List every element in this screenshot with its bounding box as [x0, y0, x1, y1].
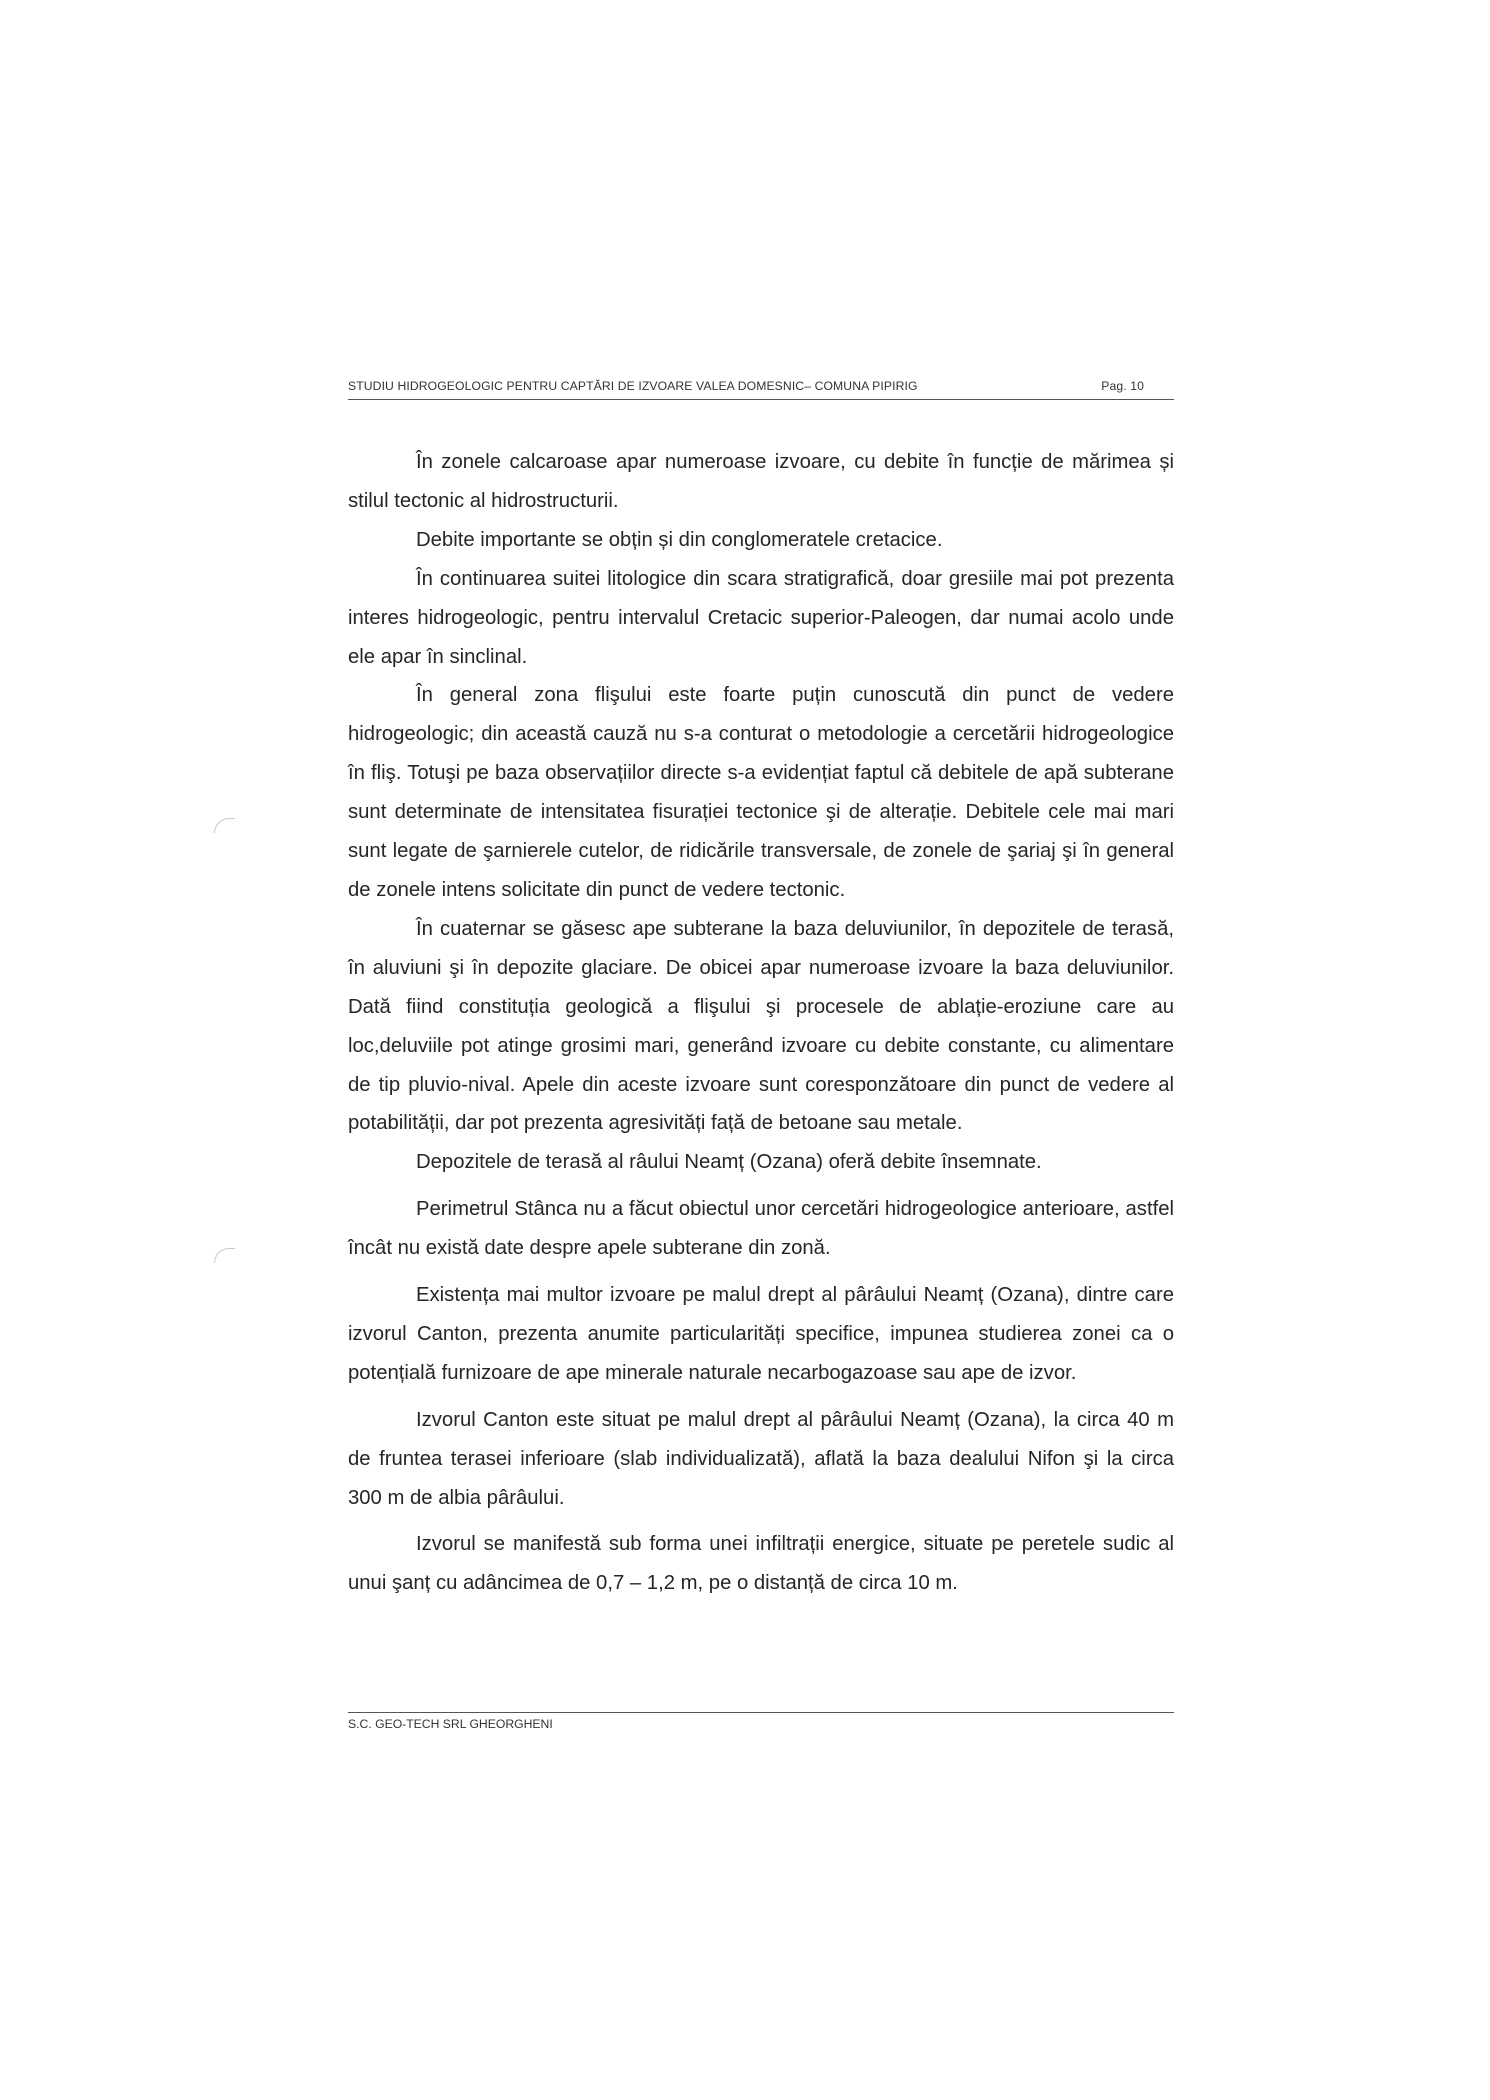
paragraph: Existența mai multor izvoare pe malul drept al pârâului Neamț (Ozana), dintre care izvorul Canton, prezenta anumite particularități specifice, impunea studierea zonei ca o potențială furnizoare de ape minerale naturale necarbogazoase sau ape de izvor.: [348, 1284, 1174, 1384]
paragraph: Depozitele de terasă al râului Neamț (Ozana) oferă debite însemnate.: [416, 1151, 1042, 1174]
paragraph: În continuarea suitei litologice din scara stratigrafică, doar gresiile mai pot prezenta interes hidrogeologic, pentru intervalul Cretacic superior-Paleogen, dar numai acolo unde ele apar în sinclinal.: [348, 567, 1174, 668]
document-body: [348, 443, 1174, 1603]
page-number: Pag. 10: [1101, 379, 1144, 393]
paragraph: Perimetrul Stânca nu a făcut obiectul unor cercetări hidrogeologice anterioare, astfel încât nu există date despre apele subterane din zonă.: [348, 1198, 1174, 1260]
document-title: STUDIU HIDROGEOLOGIC PENTRU CAPTĂRI DE IZVOARE VALEA DOMESNIC– COMUNA PIPIRIG: [348, 379, 918, 393]
paragraph: Debite importante se obțin și din conglomeratele cretacice.: [416, 528, 943, 551]
paragraph: În general zona flişului este foarte puțin cunoscută din punct de vedere hidrogeologic; din această cauză nu s-a conturat o metodologie a cercetării hidrogeologice în fliş. Totuşi pe baza observațiilor directe s-a evidențiat faptul că debitele de apă subterane sunt determinate de intensitatea fisurației tectonice şi de alterație. Debitele cele mai mari sunt legate de şarnierele cutelor, de ridicările transversale, de zonele de şariaj şi în general de zonele intens solicitate din punct de vedere tectonic.: [348, 684, 1174, 901]
paragraph: În cuaternar se găsesc ape subterane la baza deluviunilor, în depozitele de terasă, în aluviuni şi în depozite glaciare. De obicei apar numeroase izvoare la baza deluviunilor. Dată fiind constituția geologică a flişului şi procesele de ablație-eroziune care au loc,deluviile pot atinge grosimi mari, generând izvoare cu debite constante, cu alimentare de tip pluvio-nival. Apele din aceste izvoare sunt coresponzătoare din punct de vedere al potabilității, dar pot prezenta agresivități față de betoane sau metale.: [348, 917, 1174, 1135]
paragraph: Izvorul Canton este situat pe malul drept al pârâului Neamț (Ozana), la circa 40 m de fruntea terasei inferioare (slab individualizată), aflată la baza dealului Nifon şi la circa 300 m de albia pârâului.: [348, 1408, 1174, 1509]
company-name: S.C. GEO-TECH SRL GHEORGHENI: [348, 1717, 553, 1731]
paragraph: Izvorul se manifestă sub forma unei infiltrații energice, situate pe peretele sudic al unui şanț cu adâncimea de 0,7 – 1,2 m, pe o distanță de circa 10 m.: [348, 1533, 1174, 1595]
scan-artifact-mark: [214, 1248, 235, 1263]
scan-artifact-mark: [214, 818, 235, 833]
page-header: [348, 377, 1174, 400]
page-footer: [348, 1712, 1174, 1731]
paragraph: În zonele calcaroase apar numeroase izvoare, cu debite în funcție de mărimea și stilul tectonic al hidrostructurii.: [348, 451, 1174, 512]
